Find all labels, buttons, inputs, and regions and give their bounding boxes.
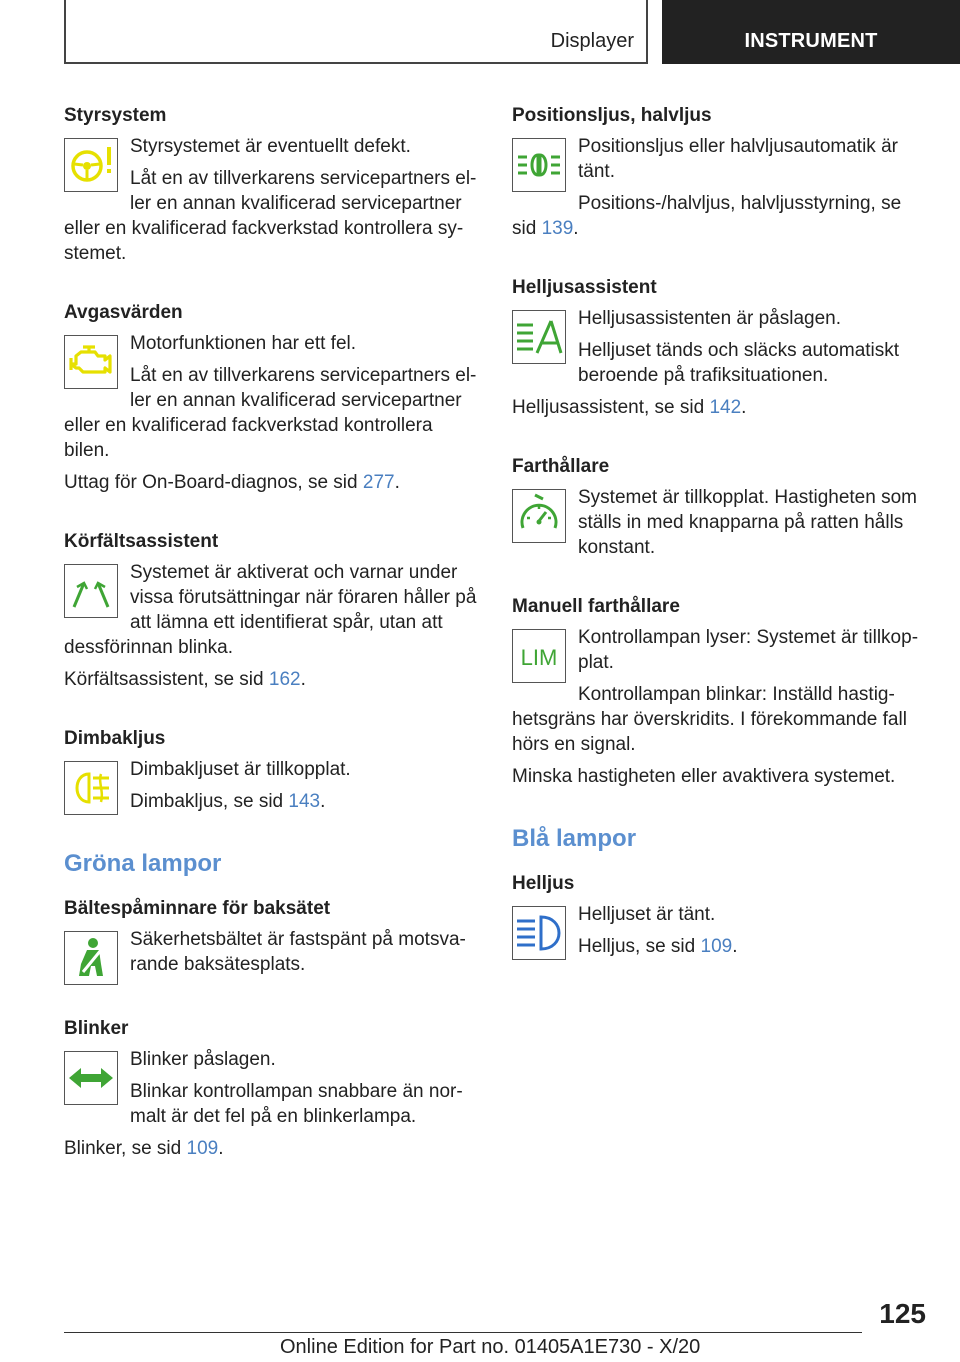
section-manuell-farthallare xyxy=(512,595,928,796)
reference-line xyxy=(512,395,928,420)
reference-line xyxy=(512,934,928,959)
paragraph: Styrsystemet är eventuellt defekt. xyxy=(130,136,411,157)
reference-line xyxy=(512,191,928,241)
section-baltespaminnare xyxy=(64,897,480,989)
paragraph: Motorfunktionen har ett fel. xyxy=(130,333,357,354)
seatbelt-icon xyxy=(64,931,118,985)
turn-signal-icon xyxy=(64,1051,118,1105)
section-title: Helljus xyxy=(512,873,575,894)
high-beam-icon xyxy=(512,906,566,960)
reference-text: Blinker, se sid xyxy=(64,1138,187,1159)
paragraph: Låt en av tillverkarens servicepartners eller en annan kvalificerad servicepartner eller en kvalificerad fackverkstad kontrollera systemet. xyxy=(64,168,477,264)
section-korfaltsassistent xyxy=(64,530,480,699)
section-helljus xyxy=(512,872,928,966)
section-blinker xyxy=(64,1017,480,1168)
reference-text: Körfältsassistent, se sid xyxy=(64,669,269,690)
section-styrsystem xyxy=(64,104,480,273)
paragraph: Minska hastigheten eller avaktivera systemet. xyxy=(512,766,896,787)
paragraph: Helljusassistenten är påslagen. xyxy=(578,308,841,329)
page-link-162[interactable]: 162 xyxy=(268,669,301,690)
section-dimbakljus xyxy=(64,727,480,821)
group-title-green: Gröna lampor xyxy=(64,850,222,877)
paragraph: Positionsljus eller halvljusautomatik är tänt. xyxy=(578,136,898,182)
right-column xyxy=(512,104,928,994)
paragraph: Låt en av tillverkarens servicepartners eller en annan kvalificerad servicepartner eller en kvalificerad fackverkstad kontrollera bilen. xyxy=(64,365,477,461)
section-farthallare xyxy=(512,455,928,567)
page-number: 125 xyxy=(879,1298,926,1329)
page-link-277[interactable]: 277 xyxy=(362,472,395,493)
reference-end: . xyxy=(320,791,326,812)
reference-text: Dimbakljus, se sid xyxy=(130,791,289,812)
header-section-label: Displayer xyxy=(550,30,634,52)
header-chapter-tab xyxy=(662,0,960,64)
header-section-tab xyxy=(64,0,648,64)
section-title: Farthållare xyxy=(512,456,610,477)
header-chapter-label: INSTRUMENT xyxy=(744,30,878,52)
paragraph: Kontrollampan blinkar: Inställd hastighetsgräns har överskridits. I förekommande fall hörs en signal. xyxy=(512,684,907,755)
page-link-142[interactable]: 142 xyxy=(709,397,742,418)
reference-line xyxy=(64,470,480,495)
reference-text: Uttag för On-Board-diagnos, se sid xyxy=(64,472,363,493)
page-link-109[interactable]: 109 xyxy=(186,1138,219,1159)
page-link-139[interactable]: 139 xyxy=(541,218,574,239)
page-link-109[interactable]: 109 xyxy=(700,936,733,957)
steering-warning-icon xyxy=(64,138,118,192)
paragraph: Helljuset är tänt. xyxy=(578,904,716,925)
group-title-blue: Blå lampor xyxy=(512,825,637,852)
paragraph: Systemet är aktiverat och varnar under vissa förutsättningar när föraren håller på att lämna ett identifierat spår, utan att dessförinnan blinka. xyxy=(64,562,477,658)
paragraph: Systemet är tillkopplat. Hastigheten som ställs in med knapparna på ratten hålls konstant. xyxy=(578,487,917,558)
reference-text: Helljus, se sid xyxy=(578,936,701,957)
rear-fog-light-icon xyxy=(64,761,118,815)
section-title: Manuell farthållare xyxy=(512,596,680,617)
paragraph: Helljuset tänds och släcks automatiskt beroende på trafiksituationen. xyxy=(578,340,900,386)
high-beam-assist-icon xyxy=(512,310,566,364)
position-light-icon xyxy=(512,138,566,192)
reference-text: Helljusassistent, se sid xyxy=(512,397,710,418)
reference-end: . xyxy=(218,1138,224,1159)
section-title: Dimbakljus xyxy=(64,728,166,749)
speed-limiter-label: LIM xyxy=(520,645,558,670)
section-title: Körfältsassistent xyxy=(64,531,219,552)
section-helljusassistent xyxy=(512,276,928,427)
paragraph: Blinkar kontrollampan snabbare än normalt är det fel på en blinkerlampa. xyxy=(130,1081,463,1127)
section-positionsljus xyxy=(512,104,928,248)
lane-assist-icon xyxy=(64,564,118,618)
cruise-control-icon xyxy=(512,489,566,543)
section-title: Bältespåminnare för baksätet xyxy=(64,898,331,919)
paragraph: Blinker påslagen. xyxy=(130,1049,276,1070)
section-title: Blinker xyxy=(64,1018,129,1039)
speed-limiter-icon xyxy=(512,629,566,683)
engine-warning-icon xyxy=(64,335,118,389)
left-column xyxy=(64,104,480,1196)
section-title: Helljusassistent xyxy=(512,277,657,298)
footer-divider xyxy=(64,1332,862,1333)
section-title: Avgasvärden xyxy=(64,302,183,323)
reference-end: . xyxy=(732,936,738,957)
reference-line xyxy=(64,789,480,814)
section-title: Styrsystem xyxy=(64,105,167,126)
reference-end: . xyxy=(573,218,579,239)
paragraph: Kontrollampan lyser: Systemet är tillkopplat. xyxy=(578,627,919,673)
section-avgasvarden xyxy=(64,301,480,502)
footer-text: Online Edition for Part no. 01405A1E730 - X/20 xyxy=(280,1336,701,1358)
page-link-143[interactable]: 143 xyxy=(288,791,321,812)
paragraph: Dimbakljuset är tillkopplat. xyxy=(130,759,351,780)
reference-text: Positions-/halvljus, halvljusstyrning, se sid xyxy=(512,193,902,239)
reference-end: . xyxy=(741,397,747,418)
reference-end: . xyxy=(394,472,400,493)
paragraph: Säkerhetsbältet är fastspänt på motsvarande baksätesplats. xyxy=(130,929,466,975)
reference-line xyxy=(64,1136,480,1161)
reference-line xyxy=(64,667,480,692)
reference-end: . xyxy=(300,669,306,690)
section-title: Positionsljus, halvljus xyxy=(512,105,712,126)
